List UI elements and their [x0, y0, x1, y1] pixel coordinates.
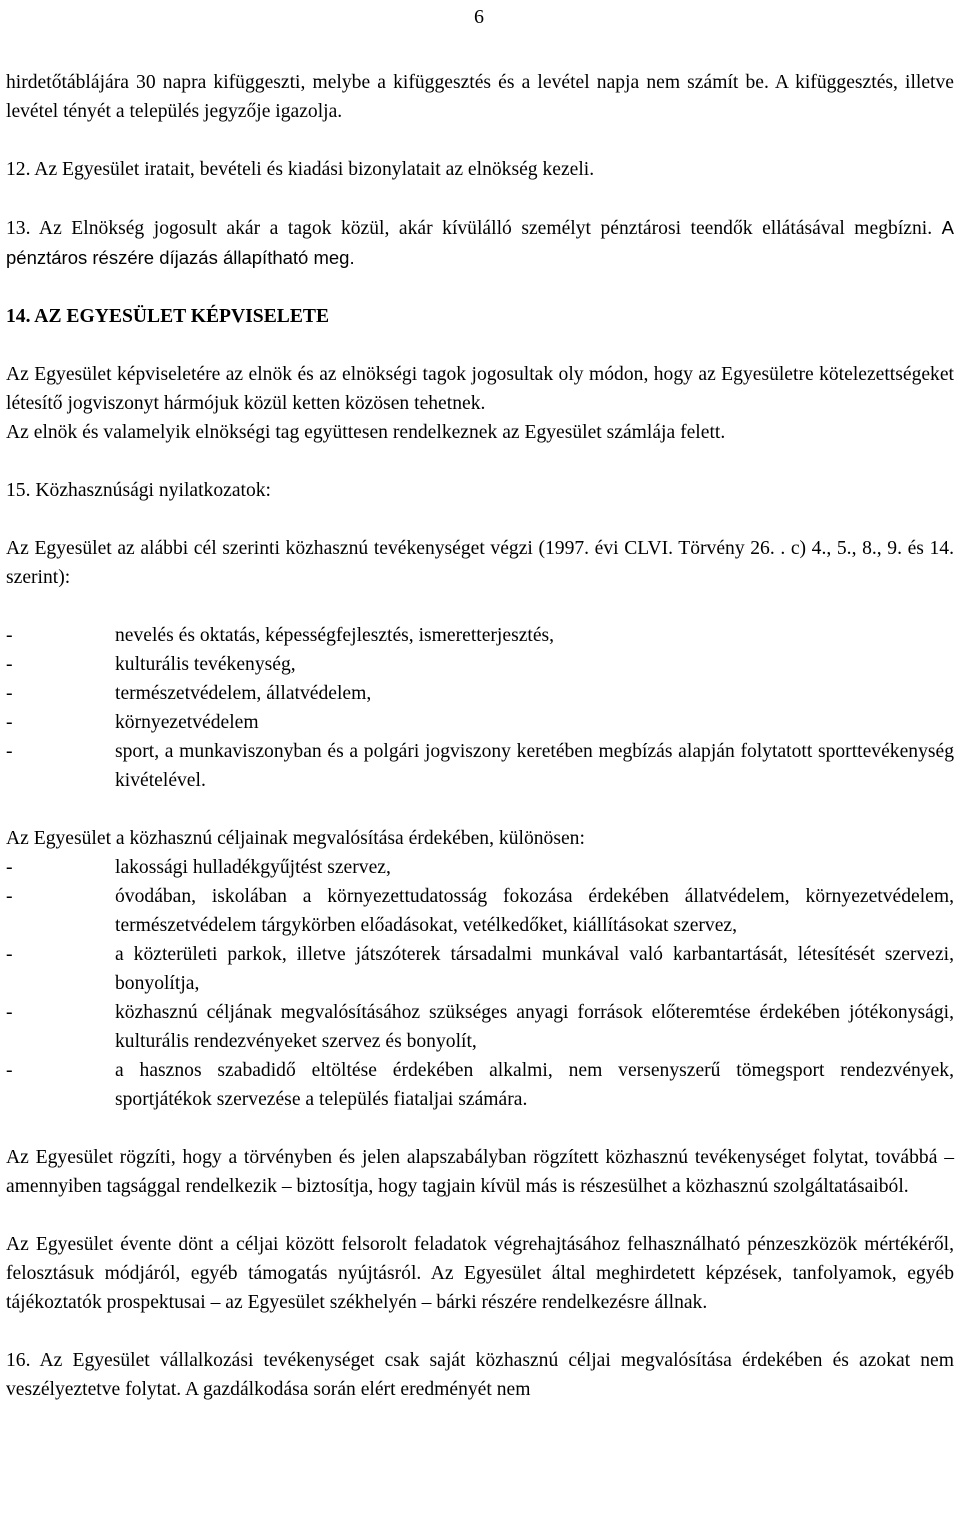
paragraph-fixes: Az Egyesület rögzíti, hogy a törvényben és jelen alapszabályban rögzített közhasznú tevékenységet folytat, továbbá – amennyiben tagsággal rendelkezik – biztosítja, hogy tagjain kívül más is részesülhet a közhasznú szolgáltatásaiból.: [6, 1147, 954, 1197]
paragraph-13: [6, 213, 954, 273]
list-item: - a hasznos szabadidő eltöltése érdekében alkalmi, nem versenyszerű tömegsport rendezvények, sportjátékok szervezése a település fiataljai számára.: [6, 1060, 954, 1110]
paragraph-16: 16. Az Egyesület vállalkozási tevékenységet csak saját közhasznú céljai megvalósítása érdekében és azokat nem veszélyeztetve folytat. A gazdálkodása során elért eredményét nem: [6, 1350, 954, 1400]
list-item: - lakossági hulladékgyűjtést szervez,: [6, 857, 391, 878]
paragraph-15: Az Egyesület az alábbi cél szerinti közhasznú tevékenységet végzi (1997. évi CLVI. Törvény 26. . c) 4., 5., 8., 9. és 14. szerint):: [6, 538, 954, 588]
paragraph-13-text: 13. Az Elnökség jogosult akár a tagok közül, akár kívülálló személyt pénztárosi teendők ellátásával megbízni.: [6, 218, 933, 239]
paragraph-12: 12. Az Egyesület iratait, bevételi és kiadási bizonylatait az elnökség kezeli.: [6, 159, 595, 180]
heading-14: 14. AZ EGYESÜLET KÉPVISELETE: [6, 306, 330, 327]
list-item: - a közterületi parkok, illetve játszóterek társadalmi munkával való karbantartását, létesítését szervezi, bonyolítja,: [6, 944, 954, 994]
paragraph-13-sans-text: A pénztáros részére díjazás állapítható meg.: [6, 217, 954, 268]
list-item: - óvodában, iskolában a környezettudatosság fokozása érdekében állatvédelem, környezetvédelem, természetvédelem tárgykörben előadásokat, vetélkedőket, kiállításokat szervez,: [6, 886, 954, 936]
list-item: - természetvédelem, állatvédelem,: [6, 683, 372, 704]
list-item: - kulturális tevékenység,: [6, 654, 296, 675]
page-number: 6: [474, 6, 484, 28]
paragraph-intro: hirdetőtáblájára 30 napra kifüggeszti, melybe a kifüggesztés és a levétel napja nem számít be. A kifüggesztés, illetve levétel tényét a település jegyzője igazolja.: [6, 72, 954, 122]
list-item: - környezetvédelem: [6, 712, 259, 733]
goals-list: [6, 853, 954, 1114]
list-item: - nevelés és oktatás, képességfejlesztés, ismeretterjesztés,: [6, 625, 555, 646]
paragraph-14a: Az Egyesület képviseletére az elnök és az elnökségi tagok jogosultak oly módon, hogy az Egyesületre kötelezettségeket létesítő jogviszonyt hármójuk közül ketten közösen tehetnek.: [6, 364, 954, 414]
list-item: - sport, a munkaviszonyban és a polgári jogviszony keretében megbízás alapján folytatott sporttevékenység kivételével.: [6, 741, 954, 791]
list-item: - közhasznú céljának megvalósításához szükséges anyagi források előteremtése érdekében jótékonysági, kulturális rendezvényeket szervez és bonyolít,: [6, 1002, 954, 1052]
activities-list: [6, 621, 954, 795]
paragraph-annual: Az Egyesület évente dönt a céljai között felsorolt feladatok végrehajtásához felhasználható pénzeszközök mértékéről, felosztásuk módjáról, egyéb támogatás nyújtásról. Az Egyesület által meghirdetett képzések, tanfolyamok, egyéb tájékoztatók prospektusai – az Egyesület székhelyén – bárki részére rendelkezésre állnak.: [6, 1234, 954, 1313]
document-body: [6, 68, 954, 1404]
paragraph-goals-intro: Az Egyesület a közhasznú céljainak megvalósítása érdekében, különösen:: [6, 828, 585, 849]
paragraph-14b: Az elnök és valamelyik elnökségi tag együttesen rendelkeznek az Egyesület számlája felett.: [6, 422, 726, 443]
heading-15: 15. Közhasznúsági nyilatkozatok:: [6, 480, 271, 501]
